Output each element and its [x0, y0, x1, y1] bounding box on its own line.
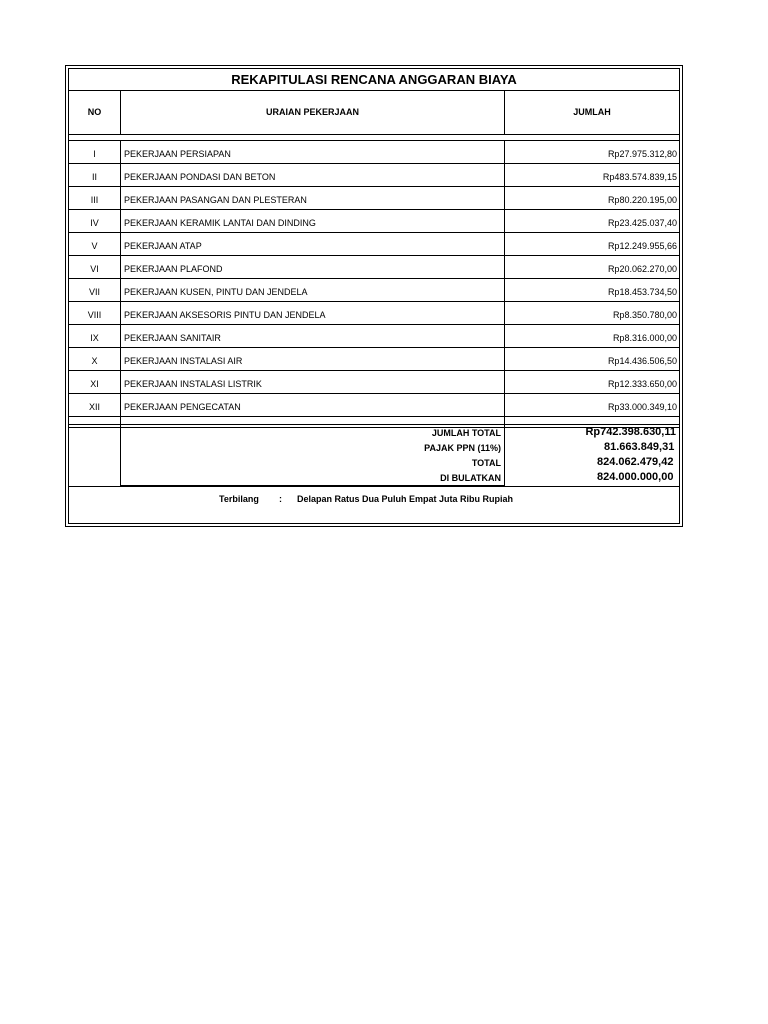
terbilang-text: Delapan Ratus Dua Puluh Empat Juta Ribu Rupiah	[297, 494, 514, 504]
table-row	[69, 233, 679, 256]
row-uraian-cell: PEKERJAAN ATAP	[121, 233, 505, 255]
row-no-cell: VIII	[69, 302, 121, 324]
terbilang-label: Terbilang	[219, 494, 259, 504]
table-row	[69, 279, 679, 302]
row-no-cell: VII	[69, 279, 121, 301]
row-jumlah-cell: Rp80.220.195,00	[607, 195, 677, 205]
row-no-cell: II	[69, 164, 121, 186]
row-no-cell: I	[69, 141, 121, 163]
row-jumlah-cell: Rp23.425.037,40	[607, 218, 677, 228]
table-title: REKAPITULASI RENCANA ANGGARAN BIAYA	[69, 69, 679, 91]
header-no: NO	[69, 90, 121, 135]
budget-recap-sheet	[65, 65, 683, 527]
dibulatkan-label: DI BULATKAN	[121, 470, 504, 486]
row-jumlah-cell: Rp8.316.000,00	[612, 333, 677, 343]
header-uraian: URAIAN PEKERJAAN	[121, 90, 505, 135]
row-jumlah-cell: Rp483.574.839,15	[602, 172, 677, 182]
header-jumlah: JUMLAH	[505, 90, 679, 135]
row-jumlah-cell: Rp12.333.650,00	[607, 379, 677, 389]
row-uraian-cell: PEKERJAAN PASANGAN DAN PLESTERAN	[121, 187, 505, 209]
total-label: TOTAL	[471, 458, 501, 468]
row-no-cell: VI	[69, 256, 121, 278]
work-items-list	[69, 141, 679, 428]
row-jumlah-cell: Rp27.975.312,80	[607, 149, 677, 159]
row-uraian-cell: PEKERJAAN PERSIAPAN	[121, 141, 505, 163]
pajak-value: 81.663.849,31	[604, 441, 675, 453]
row-no-cell: IX	[69, 325, 121, 347]
table-row	[69, 302, 679, 325]
row-jumlah-cell: Rp20.062.270,00	[607, 264, 677, 274]
total-value: 824.062.479,42	[597, 456, 674, 468]
row-uraian-cell: PEKERJAAN AKSESORIS PINTU DAN JENDELA	[121, 302, 505, 324]
row-jumlah-cell: Rp33.000.349,10	[607, 402, 677, 412]
row-uraian-cell: PEKERJAAN KUSEN, PINTU DAN JENDELA	[121, 279, 505, 301]
row-uraian-cell: PEKERJAAN INSTALASI AIR	[121, 348, 505, 370]
table-row	[69, 394, 679, 417]
row-no-cell: X	[69, 348, 121, 370]
summary-block	[69, 424, 679, 487]
jumlah-total-label: JUMLAH TOTAL	[431, 428, 501, 438]
table-row	[69, 371, 679, 394]
summary-values	[505, 425, 679, 486]
table-row	[69, 187, 679, 210]
row-uraian-cell: PEKERJAAN KERAMIK LANTAI DAN DINDING	[121, 210, 505, 232]
summary-labels	[121, 425, 505, 486]
terbilang-colon: :	[279, 494, 282, 504]
summary-no-cell	[69, 425, 121, 486]
dibulatkan-value: 824.000.000,00	[597, 471, 674, 483]
budget-recap-table	[68, 68, 680, 524]
row-uraian-cell: PEKERJAAN PONDASI DAN BETON	[121, 164, 505, 186]
row-no-cell: XII	[69, 394, 121, 416]
row-no-cell: V	[69, 233, 121, 255]
table-row	[69, 256, 679, 279]
row-no-cell: IV	[69, 210, 121, 232]
row-jumlah-cell: Rp14.436.506,50	[607, 356, 677, 366]
table-row	[69, 141, 679, 164]
row-uraian-cell: PEKERJAAN INSTALASI LISTRIK	[121, 371, 505, 393]
row-jumlah-cell: Rp8.350.780,00	[612, 310, 677, 320]
row-jumlah-cell: Rp12.249.955,66	[607, 241, 677, 251]
table-row	[69, 164, 679, 187]
table-row	[69, 210, 679, 233]
row-uraian-cell: PEKERJAAN PLAFOND	[121, 256, 505, 278]
table-row	[69, 348, 679, 371]
row-no-cell: XI	[69, 371, 121, 393]
pajak-label: PAJAK PPN (11%)	[424, 443, 501, 453]
row-uraian-cell: PEKERJAAN PENGECATAN	[121, 394, 505, 416]
row-uraian-cell: PEKERJAAN SANITAIR	[121, 325, 505, 347]
table-row	[69, 325, 679, 348]
jumlah-total-value: Rp742.398.630,11	[585, 426, 676, 438]
row-no-cell: III	[69, 187, 121, 209]
row-jumlah-cell: Rp18.453.734,50	[607, 287, 677, 297]
